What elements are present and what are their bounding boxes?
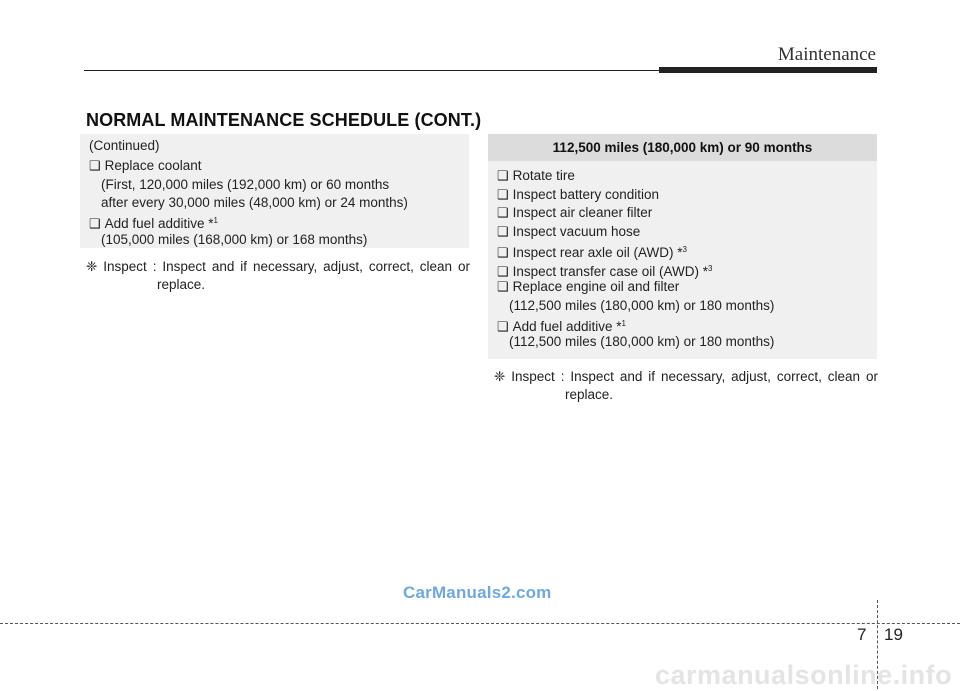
list-item — [497, 241, 687, 262]
checkbox-icon: ❑ — [497, 224, 509, 239]
item-label: Inspect rear axle oil (AWD) * — [512, 245, 683, 260]
interval-heading: 112,500 miles (180,000 km) or 90 months — [488, 134, 877, 161]
watermark-link[interactable]: CarManuals2.com — [403, 583, 552, 602]
list-item — [497, 186, 659, 204]
watermark-bottom: carmanualsonline.info — [655, 660, 953, 690]
item-label: Inspect air cleaner filter — [512, 205, 653, 220]
item-label: Add fuel additive * — [104, 216, 214, 231]
note-text-cont: replace. — [157, 277, 206, 292]
note-text: Inspect and if necessary, adjust, correct, clean or — [570, 369, 878, 384]
header-rule-thin — [84, 70, 659, 71]
item-label: Add fuel additive * — [512, 319, 622, 334]
list-item — [89, 212, 218, 233]
item-detail: (112,500 miles (180,000 km) or 180 months) — [509, 298, 775, 313]
list-item — [497, 204, 652, 222]
list-item — [497, 278, 679, 296]
checkbox-icon: ❑ — [497, 245, 509, 260]
list-item — [497, 223, 640, 241]
checkbox-icon: ❑ — [497, 187, 509, 202]
header-rule-thick — [659, 67, 877, 73]
checkbox-icon: ❑ — [497, 205, 509, 220]
footnote-ref: 3 — [682, 245, 687, 254]
item-detail: after every 30,000 miles (48,000 km) or 24 months) — [101, 195, 408, 210]
section-title: Maintenance — [777, 44, 876, 65]
checkbox-icon: ❑ — [497, 168, 509, 183]
checkbox-icon: ❑ — [89, 158, 101, 173]
item-label: Replace engine oil and filter — [512, 279, 680, 294]
page-number: 19 — [884, 625, 903, 644]
inspect-note — [494, 368, 878, 386]
item-detail: (112,500 miles (180,000 km) or 180 months) — [509, 334, 775, 349]
item-detail: (105,000 miles (168,000 km) or 168 months) — [101, 232, 368, 247]
item-label: Inspect transfer case oil (AWD) * — [512, 264, 708, 279]
footer-rule — [0, 623, 960, 624]
footnote-ref: 1 — [621, 319, 626, 328]
note-label: Inspect : — [511, 369, 565, 384]
list-item — [89, 157, 201, 175]
footnote-ref: 3 — [707, 264, 713, 273]
chapter-number: 7 — [857, 625, 867, 644]
list-item — [497, 167, 575, 185]
item-label: Replace coolant — [104, 158, 202, 173]
item-label: Rotate tire — [512, 168, 575, 183]
item-label: Inspect battery condition — [512, 187, 659, 202]
item-detail: (First, 120,000 miles (192,000 km) or 60 months — [101, 177, 390, 192]
checkbox-icon: ❑ — [497, 264, 509, 279]
note-text: Inspect and if necessary, adjust, correct, clean or — [162, 259, 470, 274]
note-text-cont: replace. — [565, 387, 614, 402]
checkbox-icon: ❑ — [497, 279, 509, 294]
note-symbol-icon: ❈ — [494, 369, 506, 384]
checkbox-icon: ❑ — [89, 216, 101, 231]
note-symbol-icon: ❈ — [86, 259, 98, 274]
note-label: Inspect : — [103, 259, 157, 274]
page-title: NORMAL MAINTENANCE SCHEDULE (CONT.) — [86, 110, 482, 130]
continued-label: (Continued) — [89, 138, 160, 153]
item-label: Inspect vacuum hose — [512, 224, 641, 239]
inspect-note — [86, 258, 470, 276]
footnote-ref: 1 — [213, 216, 218, 225]
checkbox-icon: ❑ — [497, 319, 509, 334]
